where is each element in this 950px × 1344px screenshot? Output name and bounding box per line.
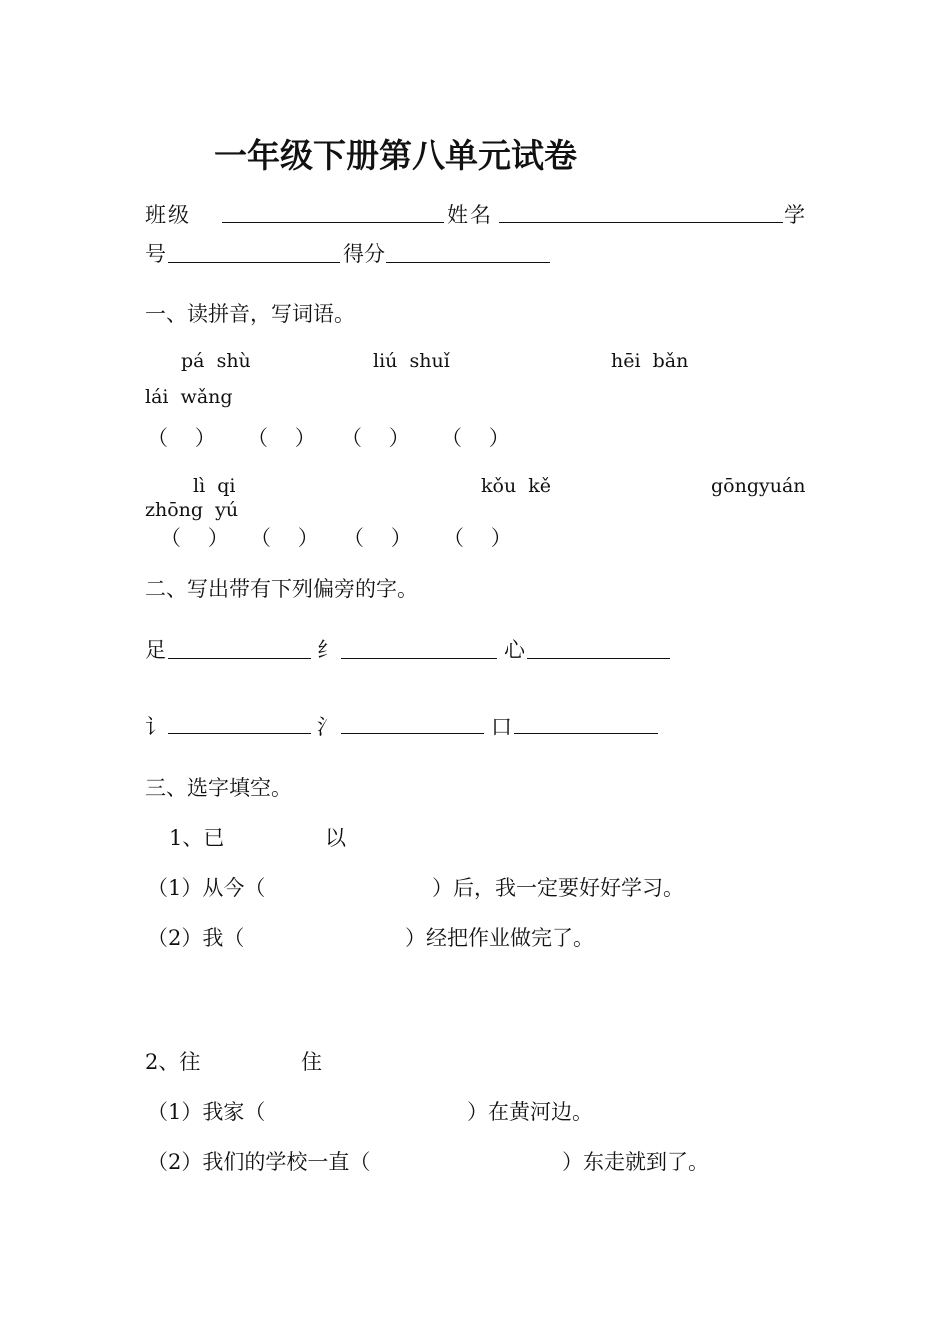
answer-bracket[interactable]: （ ） [441, 426, 510, 450]
group1-q2-prefix: （2）我（ [147, 926, 245, 950]
radical-blank[interactable] [514, 733, 658, 734]
page-title: 一年级下册第八单元试卷 [214, 136, 577, 175]
pinyin-pa-shu: pá shù [181, 350, 251, 372]
group1-label: 1、已 [169, 826, 225, 850]
group2-q1-prefix: （1）我家（ [147, 1100, 266, 1124]
pinyin-li-qi: lì qi [193, 475, 236, 497]
pinyin-kou-ke: kǒu kě [481, 475, 552, 497]
answer-bracket[interactable]: （ ） [341, 426, 410, 450]
group2-q1-suffix: ）在黄河边。 [467, 1100, 593, 1124]
pinyin-hei-ban: hēi bǎn [611, 350, 689, 372]
answer-bracket[interactable]: （ ） [160, 526, 229, 550]
section1-heading: 一、读拼音，写词语。 [145, 302, 355, 326]
name-blank[interactable] [499, 222, 783, 223]
name-label: 姓名 [447, 203, 493, 227]
class-label: 班级 [145, 203, 191, 227]
radical-shui: 氵 [317, 715, 338, 739]
class-blank[interactable] [222, 222, 444, 223]
answer-bracket[interactable]: （ ） [250, 526, 319, 550]
student-id-label-2: 号 [145, 242, 166, 266]
student-id-blank[interactable] [168, 262, 340, 263]
radical-blank[interactable] [168, 733, 311, 734]
answer-bracket[interactable]: （ ） [443, 526, 512, 550]
pinyin-gongyuan: gōngyuán [711, 475, 806, 497]
group2-option2: 住 [301, 1050, 322, 1074]
answer-bracket[interactable]: （ ） [343, 526, 412, 550]
score-label: 得分 [343, 242, 385, 266]
section3-heading: 三、选字填空。 [145, 776, 292, 800]
radical-yan: 讠 [145, 715, 166, 739]
group2-q2-suffix: ）东走就到了。 [562, 1150, 709, 1174]
pinyin-liu-shui: liú shuǐ [373, 350, 450, 372]
answer-bracket[interactable]: （ ） [247, 426, 316, 450]
radical-zu: 足 [145, 638, 166, 662]
group2-label: 2、往 [145, 1050, 201, 1074]
radical-xin: 心 [504, 638, 525, 662]
score-blank[interactable] [386, 262, 550, 263]
group1-q1-suffix: ）后，我一定要好好学习。 [432, 876, 684, 900]
radical-blank[interactable] [168, 658, 311, 659]
radical-kou: 口 [491, 715, 512, 739]
answer-bracket[interactable]: （ ） [147, 426, 216, 450]
group1-option2: 以 [325, 826, 346, 850]
radical-blank[interactable] [527, 658, 670, 659]
radical-blank[interactable] [341, 658, 497, 659]
radical-blank[interactable] [341, 733, 484, 734]
group1-q1-prefix: （1）从今（ [147, 876, 266, 900]
student-id-label-1: 学 [784, 203, 805, 227]
group2-q2-prefix: （2）我们的学校一直（ [147, 1150, 371, 1174]
section2-heading: 二、写出带有下列偏旁的字。 [145, 577, 418, 601]
pinyin-zhong-yu: zhōng yú [145, 499, 239, 521]
group1-q2-suffix: ）经把作业做完了。 [405, 926, 594, 950]
radical-si: 纟 [317, 638, 338, 662]
pinyin-lai-wang: lái wǎng [145, 386, 233, 408]
